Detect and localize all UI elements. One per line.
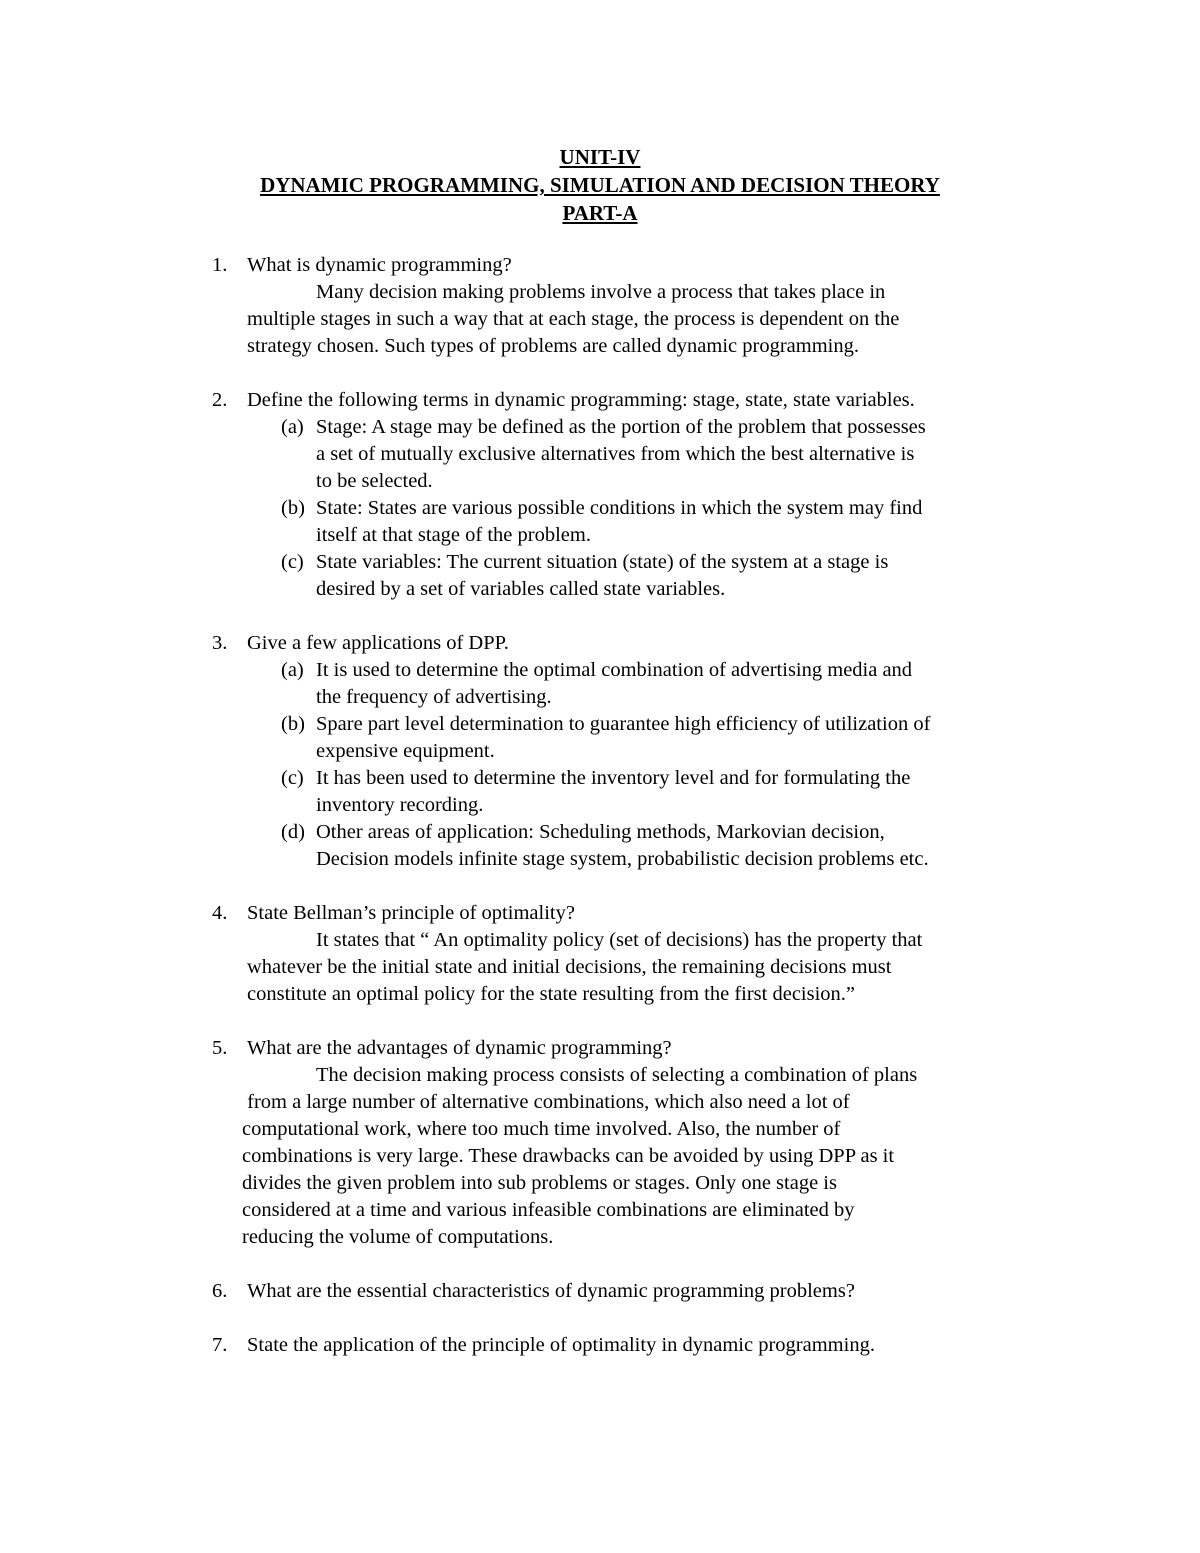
sub-item-line: to be selected. — [316, 470, 433, 492]
sub-item-line: the frequency of advertising. — [316, 686, 552, 708]
question-text: Give a few applications of DPP. — [247, 632, 509, 654]
sub-item-label: (c) — [281, 767, 304, 789]
sub-item — [0, 495, 1200, 549]
document-header — [0, 143, 1200, 227]
question-4 — [0, 900, 1200, 1008]
answer-line: considered at a time and various infeasible combinations are eliminated by — [242, 1199, 855, 1221]
answer-line: from a large number of alternative combinations, which also need a lot of — [242, 1091, 850, 1113]
question-list — [0, 252, 1200, 1386]
answer-line-text: The decision making process consists of selecting a combination of plans — [316, 1064, 918, 1086]
sub-item-text — [316, 495, 1036, 549]
answer-line: reducing the volume of computations. — [242, 1226, 554, 1248]
question-number: 1. — [212, 254, 228, 276]
sub-item-line: Other areas of application: Scheduling methods, Markovian decision, — [316, 821, 885, 843]
question-number: 3. — [212, 632, 228, 654]
answer — [247, 279, 1037, 360]
answer-line — [247, 927, 1037, 954]
sub-item-text — [316, 819, 1036, 873]
question-6 — [0, 1278, 1200, 1305]
sub-item-line: Spare part level determination to guarantee high efficiency of utilization of — [316, 713, 931, 735]
sub-item-label: (b) — [281, 713, 305, 735]
sub-item-label: (a) — [281, 416, 304, 438]
sub-item-line: a set of mutually exclusive alternatives from which the best alternative is — [316, 443, 915, 465]
sub-item-line: State: States are various possible conditions in which the system may find — [316, 497, 923, 519]
sub-item-label: (b) — [281, 497, 305, 519]
sub-item-line: It has been used to determine the inventory level and for formulating the — [316, 767, 911, 789]
question-text: What are the advantages of dynamic programming? — [247, 1037, 672, 1059]
unit-heading: UNIT-IV — [559, 145, 641, 169]
question-number: 7. — [212, 1334, 228, 1356]
answer-line: constitute an optimal policy for the state resulting from the first decision.” — [247, 983, 856, 1005]
question-number: 2. — [212, 389, 228, 411]
sub-item-line: inventory recording. — [316, 794, 484, 816]
sub-item-list — [0, 657, 1200, 873]
question-text: Define the following terms in dynamic programming: stage, state, state variables. — [247, 389, 915, 411]
sub-item-text — [316, 765, 1036, 819]
question-2 — [0, 387, 1200, 603]
question-number: 6. — [212, 1280, 228, 1302]
answer — [247, 927, 1037, 1008]
question-number: 4. — [212, 902, 228, 924]
question-text: What are the essential characteristics of dynamic programming problems? — [247, 1280, 855, 1302]
sub-item-label: (d) — [281, 821, 305, 843]
sub-item — [0, 657, 1200, 711]
sub-item — [0, 414, 1200, 495]
sub-item — [0, 765, 1200, 819]
sub-item-line: expensive equipment. — [316, 740, 495, 762]
sub-item-text — [316, 414, 1036, 495]
question-text: State the application of the principle of optimality in dynamic programming. — [247, 1334, 875, 1356]
question-text: What is dynamic programming? — [247, 254, 512, 276]
answer-line: multiple stages in such a way that at each stage, the process is dependent on the — [247, 308, 900, 330]
answer-line — [247, 279, 1037, 306]
question-5 — [0, 1035, 1200, 1251]
answer-line-text: Many decision making problems involve a process that takes place in — [316, 281, 886, 303]
sub-item — [0, 549, 1200, 603]
sub-item — [0, 711, 1200, 765]
sub-item-line: Decision models infinite stage system, probabilistic decision problems etc. — [316, 848, 929, 870]
question-1 — [0, 252, 1200, 360]
sub-item-line: Stage: A stage may be defined as the portion of the problem that possesses — [316, 416, 926, 438]
sub-item-list — [0, 414, 1200, 603]
answer-line: whatever be the initial state and initial decisions, the remaining decisions must — [247, 956, 892, 978]
sub-item-line: desired by a set of variables called state variables. — [316, 578, 726, 600]
sub-item-text — [316, 657, 1036, 711]
part-heading: PART-A — [562, 201, 638, 225]
question-text: State Bellman’s principle of optimality? — [247, 902, 575, 924]
answer-line: combinations is very large. These drawbacks can be avoided by using DPP as it — [242, 1145, 895, 1167]
sub-item-text — [316, 711, 1036, 765]
sub-item-text — [316, 549, 1036, 603]
sub-item-line: State variables: The current situation (state) of the system at a stage is — [316, 551, 889, 573]
question-number: 5. — [212, 1037, 228, 1059]
answer-line: divides the given problem into sub problems or stages. Only one stage is — [242, 1172, 837, 1194]
answer-line — [242, 1062, 1032, 1089]
document-title: DYNAMIC PROGRAMMING, SIMULATION AND DECISION THEORY — [260, 173, 940, 197]
answer-line: strategy chosen. Such types of problems are called dynamic programming. — [247, 335, 859, 357]
question-7 — [0, 1332, 1200, 1359]
sub-item — [0, 819, 1200, 873]
sub-item-label: (a) — [281, 659, 304, 681]
answer — [242, 1062, 1032, 1251]
question-3 — [0, 630, 1200, 873]
sub-item-line: It is used to determine the optimal combination of advertising media and — [316, 659, 913, 681]
answer-line-text: It states that “ An optimality policy (set of decisions) has the property that — [316, 929, 923, 951]
answer-line: computational work, where too much time involved. Also, the number of — [242, 1118, 841, 1140]
sub-item-label: (c) — [281, 551, 304, 573]
sub-item-line: itself at that stage of the problem. — [316, 524, 591, 546]
